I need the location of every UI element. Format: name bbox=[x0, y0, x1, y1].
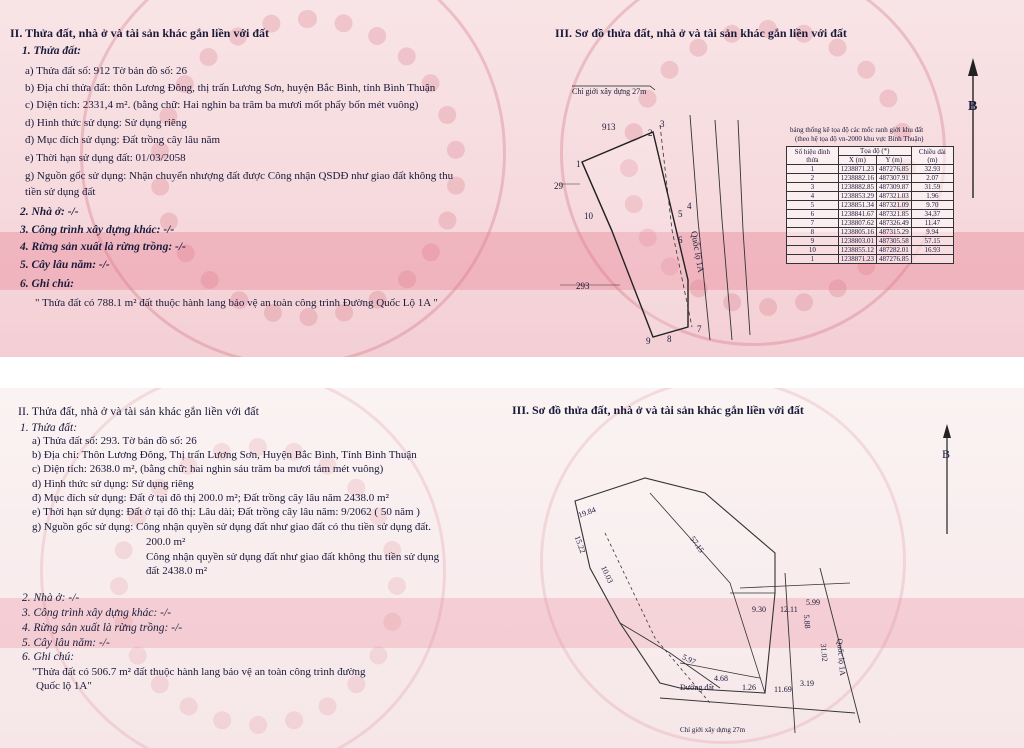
table-cell-pt: 7 bbox=[787, 219, 839, 228]
parcel-area: c) Diện tích: 2331,4 m². (bằng chữ: Hai nghìn ba trăm ba mươi mốt phẩy bốn mét vuông) bbox=[25, 99, 419, 111]
point-1: 1 bbox=[576, 159, 581, 169]
map-label-913: 913 bbox=[602, 122, 616, 132]
map-label-29: 29 bbox=[554, 181, 563, 191]
point-9: 9 bbox=[646, 336, 651, 346]
table-cell-pt: 1 bbox=[787, 255, 839, 264]
north-arrow-icon bbox=[960, 58, 990, 198]
table-cell-len bbox=[911, 255, 953, 264]
house-item: 2. Nhà ở: -/- bbox=[22, 592, 80, 604]
table-row bbox=[787, 192, 954, 201]
usage-purpose: đ) Mục đích sử dụng: Đất ở tại đô thị 200.0 m²; Đất trồng cây lâu năm 2438.0 m² bbox=[32, 492, 389, 504]
table-cell-y: 487321.85 bbox=[877, 210, 912, 219]
parcel-map bbox=[560, 473, 870, 733]
table-cell-y: 487305.58 bbox=[877, 237, 912, 246]
parcel-heading: 1. Thửa đất: bbox=[22, 45, 81, 57]
forest-item: 4. Rừng sản xuất là rừng trồng: -/- bbox=[20, 241, 186, 253]
coordinate-table bbox=[786, 146, 954, 264]
usage-origin-2: Công nhận quyền sử dụng đất như giao đất không thu tiền sử dụng bbox=[146, 551, 440, 563]
table-cell-len: 32.93 bbox=[911, 165, 953, 174]
length-1-26: 1.26 bbox=[742, 683, 756, 692]
length-12-11: 12.11 bbox=[780, 605, 798, 614]
construction-item: 3. Công trình xây dựng khác: -/- bbox=[22, 607, 172, 619]
setback-label: Chỉ giới xây dựng 27m bbox=[680, 726, 746, 734]
table-cell-x: 1238871.23 bbox=[838, 165, 876, 174]
table-cell-y: 487326.49 bbox=[877, 219, 912, 228]
length-10-03: 10.03 bbox=[599, 564, 615, 585]
table-row bbox=[787, 255, 954, 264]
length-31-02: 31.02 bbox=[818, 643, 830, 662]
section3-title: III. Sơ đồ thửa đất, nhà ở và tài sản khác gắn liền với đất bbox=[512, 403, 804, 417]
forest-item: 4. Rừng sản xuất là rừng trồng: -/- bbox=[22, 622, 183, 634]
notes-heading: 6. Ghi chú: bbox=[20, 278, 74, 290]
table-cell-pt: 3 bbox=[787, 183, 839, 192]
certificate-page-bottom bbox=[0, 388, 1024, 748]
table-cell-x: 1238871.23 bbox=[838, 255, 876, 264]
table-row bbox=[787, 237, 954, 246]
table-cell-pt: 8 bbox=[787, 228, 839, 237]
north-label: B bbox=[968, 99, 978, 114]
parcel-number: a) Thửa đất số: 293. Tờ bản đồ số: 26 bbox=[32, 435, 197, 447]
table-cell-pt: 4 bbox=[787, 192, 839, 201]
point-7: 7 bbox=[697, 324, 702, 334]
section3-title: III. Sơ đồ thửa đất, nhà ở và tài sản khác gắn liền với đất bbox=[555, 26, 847, 40]
point-10: 10 bbox=[584, 211, 593, 221]
usage-form: d) Hình thức sử dụng: Sử dụng riêng bbox=[25, 117, 187, 129]
point-3: 3 bbox=[660, 119, 665, 129]
usage-origin-cont: tiền sử dụng đất bbox=[25, 186, 96, 198]
parcel-address: b) Địa chỉ: Thôn Lương Đông, Thị trấn Lương Sơn, Huyện Bắc Bình, Tỉnh Bình Thuận bbox=[32, 449, 417, 461]
usage-term: e) Thời hạn sử dụng: Đất ở tại đô thị: Lâu dài; Đất trồng cây lâu năm: 9/2062 ( 50 năm ) bbox=[32, 506, 420, 518]
table-cell-len: 9.94 bbox=[911, 228, 953, 237]
table-cell-len: 11.47 bbox=[911, 219, 953, 228]
usage-purpose: đ) Mục đích sử dụng: Đất trồng cây lâu năm bbox=[25, 134, 221, 146]
table-cell-pt: 10 bbox=[787, 246, 839, 255]
north-label: B bbox=[942, 447, 951, 461]
section2-title: II. Thửa đất, nhà ở và tài sản khác gắn liền với đất bbox=[10, 26, 270, 40]
table-cell-len: 2.07 bbox=[911, 174, 953, 183]
notes-text-cont: Quốc lộ 1A" bbox=[36, 680, 92, 692]
table-cell-y: 487276.85 bbox=[877, 255, 912, 264]
table-cell-len: 16.93 bbox=[911, 246, 953, 255]
table-cell-x: 1238803.01 bbox=[838, 237, 876, 246]
table-row bbox=[787, 219, 954, 228]
table-cell-x: 1238882.85 bbox=[838, 183, 876, 192]
table-cell-y: 487315.29 bbox=[877, 228, 912, 237]
usage-term: e) Thời hạn sử dụng đất: 01/03/2058 bbox=[25, 152, 186, 164]
table-row bbox=[787, 174, 954, 183]
usage-origin-2-area: đất 2438.0 m² bbox=[146, 565, 208, 577]
house-item: 2. Nhà ở: -/- bbox=[20, 206, 79, 218]
table-row bbox=[787, 201, 954, 210]
length-19-84: 19.84 bbox=[577, 505, 597, 520]
table-cell-x: 1238807.62 bbox=[838, 219, 876, 228]
table-cell-pt: 1 bbox=[787, 165, 839, 174]
table-row bbox=[787, 228, 954, 237]
table-caption-sub: (theo hệ tọa độ vn-2000 khu vực Bình Thuận) bbox=[795, 135, 924, 143]
table-cell-y: 487309.87 bbox=[877, 183, 912, 192]
table-row bbox=[787, 246, 954, 255]
table-cell-x: 1238853.29 bbox=[838, 192, 876, 201]
table-cell-x: 1238805.16 bbox=[838, 228, 876, 237]
section2-title: II. Thửa đất, nhà ở và tài sản khác gắn liền với đất bbox=[18, 404, 259, 418]
col-length: Chiều dài (m) bbox=[911, 147, 953, 165]
notes-heading: 6. Ghi chú: bbox=[22, 651, 75, 663]
table-cell-len: 34.37 bbox=[911, 210, 953, 219]
point-5: 5 bbox=[678, 209, 683, 219]
table-row bbox=[787, 183, 954, 192]
table-cell-y: 487321.03 bbox=[877, 192, 912, 201]
table-cell-pt: 9 bbox=[787, 237, 839, 246]
table-cell-pt: 2 bbox=[787, 174, 839, 183]
table-cell-y: 487307.91 bbox=[877, 174, 912, 183]
length-57-15: 57.15 bbox=[688, 534, 706, 555]
length-5-99: 5.99 bbox=[806, 598, 820, 607]
col-y: Y (m) bbox=[877, 156, 912, 165]
parcel-address: b) Địa chỉ thửa đất: thôn Lương Đông, thị trấn Lương Sơn, huyện Bắc Bình, tỉnh Bình Thuận bbox=[25, 82, 436, 94]
certificate-page-top bbox=[0, 0, 1024, 357]
trees-item: 5. Cây lâu năm: -/- bbox=[20, 259, 110, 271]
trees-item: 5. Cây lâu năm: -/- bbox=[22, 637, 110, 649]
table-cell-len: 31.59 bbox=[911, 183, 953, 192]
table-cell-len: 57.15 bbox=[911, 237, 953, 246]
col-coord: Tọa độ (*) bbox=[838, 147, 911, 156]
length-4-68: 4.68 bbox=[714, 674, 728, 683]
table-cell-pt: 5 bbox=[787, 201, 839, 210]
path-label: Đường đất bbox=[680, 683, 715, 692]
parcel-map bbox=[560, 80, 790, 350]
table-cell-y: 487282.01 bbox=[877, 246, 912, 255]
col-point: Số hiệu đỉnh thửa bbox=[787, 147, 839, 165]
point-8: 8 bbox=[667, 334, 672, 344]
length-5-88: 5.88 bbox=[801, 614, 813, 629]
parcel-area: c) Diện tích: 2638.0 m², (bằng chữ: hai nghìn sáu trăm ba mươi tám mét vuông) bbox=[32, 463, 384, 475]
map-label-293: 293 bbox=[576, 281, 590, 291]
table-caption: bảng thống kê tọa độ các mốc ranh giới khu đất bbox=[790, 126, 924, 134]
construction-item: 3. Công trình xây dựng khác: -/- bbox=[20, 224, 175, 236]
table-cell-y: 487321.09 bbox=[877, 201, 912, 210]
table-cell-x: 1238841.67 bbox=[838, 210, 876, 219]
table-cell-x: 1238855.12 bbox=[838, 246, 876, 255]
north-arrow-icon bbox=[938, 424, 958, 534]
road-label: Quốc lộ 1A bbox=[689, 230, 707, 274]
table-cell-y: 487276.85 bbox=[877, 165, 912, 174]
parcel-heading: 1. Thửa đất: bbox=[20, 422, 78, 434]
usage-form: d) Hình thức sử dụng: Sử dụng riêng bbox=[32, 478, 194, 490]
table-cell-x: 1238882.16 bbox=[838, 174, 876, 183]
table-cell-len: 9.70 bbox=[911, 201, 953, 210]
parcel-number: a) Thửa đất số: 912 Tờ bản đồ số: 26 bbox=[25, 65, 187, 77]
map-label-setback: Chỉ giới xây dựng 27m bbox=[572, 87, 647, 96]
road-label: Quốc lộ 1A bbox=[835, 638, 848, 677]
length-3-19: 3.19 bbox=[800, 679, 814, 688]
usage-origin: g) Nguồn gốc sử dụng: Công nhận quyền sử dụng đất như giao đất có thu tiền sử dụng đất. bbox=[32, 521, 432, 533]
table-cell-x: 1238851.34 bbox=[838, 201, 876, 210]
usage-origin-area: 200.0 m² bbox=[146, 536, 186, 548]
length-15-22: 15.22 bbox=[572, 534, 588, 555]
table-row bbox=[787, 210, 954, 219]
col-x: X (m) bbox=[838, 156, 876, 165]
point-6: 6 bbox=[678, 235, 683, 245]
notes-text: " Thửa đất có 788.1 m² đất thuộc hành lang bảo vệ an toàn công trình Đường Quốc Lộ 1A " bbox=[35, 297, 438, 309]
usage-origin: g) Nguồn gốc sử dụng: Nhận chuyển nhượng đất được Công nhận QSDĐ như giao đất không thu bbox=[25, 170, 454, 182]
length-9-30: 9.30 bbox=[752, 605, 766, 614]
point-2: 2 bbox=[648, 128, 653, 138]
length-11-69: 11.69 bbox=[774, 685, 792, 694]
notes-text: "Thửa đất có 506.7 m² đất thuộc hành lang bảo vệ an toàn công trình đường bbox=[32, 666, 366, 678]
table-cell-len: 1.96 bbox=[911, 192, 953, 201]
table-row bbox=[787, 165, 954, 174]
point-4: 4 bbox=[687, 201, 692, 211]
table-cell-pt: 6 bbox=[787, 210, 839, 219]
length-5-97: 5.97 bbox=[680, 652, 698, 667]
